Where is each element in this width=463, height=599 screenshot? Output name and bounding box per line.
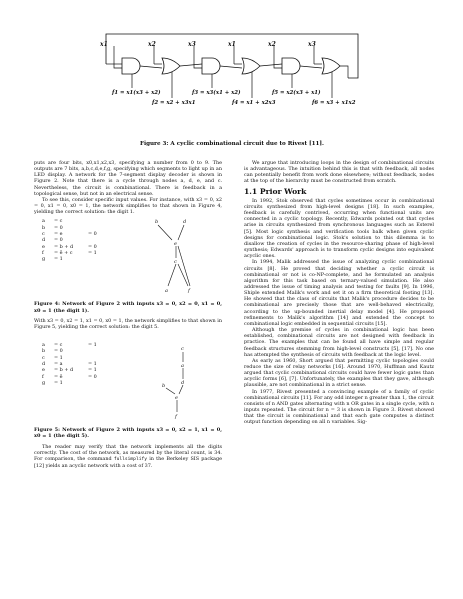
figure-3-caption: Figure 3: A cyclic combinational circuit due to Rivest [11]. bbox=[139, 141, 324, 147]
figure-3-svg bbox=[92, 28, 372, 136]
eq-lhs: c bbox=[42, 231, 45, 237]
node-d: d bbox=[183, 219, 187, 226]
eq-rhs: = a bbox=[54, 361, 63, 368]
eq-lhs: d bbox=[42, 361, 46, 368]
input-label-2: x2 bbox=[148, 41, 156, 48]
output-label-f2: f2 = x2 + x3x1 bbox=[152, 100, 196, 106]
eq-lhs: a bbox=[42, 218, 45, 225]
eq-rhs: = 0 bbox=[54, 224, 63, 231]
node-a: a bbox=[181, 363, 184, 370]
and-gate-2 bbox=[202, 58, 220, 74]
eq-value: = 1 bbox=[88, 342, 97, 349]
left-paragraph-1: puts are four bits, x0,x1,x2,x3, specifying a number from 0 to 9. The outputs are 7 bits, a,b,c,d,e,f,g, specifying which segments to light up in an LED display. A network for the 7-segment display decoder is shown in Figure 2. Note that there is a cycle through nodes a, d, e, and c. Nevertheless, the circuit is combinational. There is feedback in a topological sense, but not in an electrical sense. bbox=[34, 160, 222, 197]
input-label-6: x3 bbox=[308, 41, 316, 48]
input-label-1: x1 bbox=[100, 41, 108, 48]
eq-rhs: = b + d bbox=[54, 367, 74, 374]
right-paragraph-5: As early as 1960, Short argued that permitting cyclic topologies could reduce the size of relay networks [16]. Around 1970, Huffman and Kautz argued that cyclic combinational circuits could have fewer logic gates than acyclic forms [6], [7]. Unfortunately, the examples that they gave, although plausible, are not combinational in a strict sense. bbox=[244, 357, 434, 389]
eq-value: = 0 bbox=[88, 231, 97, 237]
node-c: c bbox=[181, 346, 184, 353]
and-gate-1 bbox=[122, 58, 140, 74]
left-paragraph-4 bbox=[34, 444, 222, 470]
eq-rhs: = ē bbox=[54, 373, 63, 380]
eq-rhs: = c bbox=[54, 218, 63, 225]
eq-lhs: e bbox=[42, 367, 45, 374]
eq-rhs: = ē + c bbox=[54, 249, 73, 256]
node-f: f bbox=[175, 414, 177, 421]
output-label-f5: f5 = x2(x3 + x1) bbox=[272, 90, 321, 96]
and-gate-3 bbox=[282, 58, 300, 74]
paragraph-4-text-b: in the Berkeley SIS package [12] yields an acyclic network with a cost of 37. bbox=[34, 455, 222, 469]
eq-value: = 1 bbox=[88, 367, 97, 374]
right-paragraph-2: In 1992, Stok observed that cycles sometimes occur in combinational circuits synthesized from high-level designs [18]. In such examples, feedback is carefully contrived, occurring when functional units are connected in a cyclic topology. Recently, Edwards pointed out that cycles arise in circuits synthesized from synchronous languages such as Esterel [5]. Most logic synthesis and verification tools balk when given cyclic designs for combinational logic. Stok's solution to this dilemma is to disallow the creation of cycles in the resource-sharing phase of high-level synthesis; Edwards' approach is to transform cyclic designs into equivalent acyclic ones. bbox=[244, 197, 434, 260]
eq-lhs: b bbox=[42, 224, 46, 231]
eq-rhs: = 1 bbox=[54, 379, 63, 386]
eq-lhs: d bbox=[42, 237, 46, 244]
left-paragraph-2: To see this, consider specific input values. For instance, with x3 = 0, x2 = 0, x1 = 0, x0 = 1, the network simplifies to that shown in Figure 4, yielding the correct solution: the digit 1. bbox=[34, 196, 222, 216]
output-label-f1: f1 = x1(x3 + x2) bbox=[112, 90, 161, 96]
right-paragraph-1: We argue that introducing loops in the design of combinational circuits is advantageous. The intuition behind this is that with feedback, all nodes can potentially benefit from work done elsewhere; without feedback, nodes at the top of the hierarchy must be constructed from scratch. bbox=[244, 160, 434, 185]
node-d: d bbox=[181, 380, 185, 387]
paragraph-4-text-a: The reader may verify that the network implements all the digits correctly. The cost of the network, as measured by the literal count, is 34. For comparison, the command bbox=[34, 443, 222, 462]
eq-rhs: = 1 bbox=[54, 354, 63, 361]
figure-5-caption: Figure 5: Network of Figure 2 with inputs x3 = 0, x2 = 1, x1 = 0, x0 = 1 (the digit 5). bbox=[34, 427, 222, 440]
section-heading-prior-work: 1.1 Prior Work bbox=[244, 186, 307, 196]
eq-lhs: e bbox=[42, 243, 45, 250]
eq-rhs: = c bbox=[54, 342, 63, 349]
eq-rhs: = 0 bbox=[54, 237, 63, 244]
node-a: a bbox=[165, 288, 168, 295]
command-name: fullsimplify bbox=[113, 456, 148, 462]
eq-rhs: = 1 bbox=[54, 256, 63, 263]
or-gate-1 bbox=[162, 58, 180, 74]
eq-lhs: c bbox=[42, 354, 45, 361]
eq-value: = 0 bbox=[88, 373, 97, 380]
eq-lhs: f bbox=[42, 249, 44, 256]
figure-4-caption: Figure 4: Network of Figure 2 with inputs x3 = 0, x2 = 0, x1 = 0, x0 = 1 (the digit 1). bbox=[34, 301, 222, 314]
figure-5-block bbox=[34, 342, 222, 424]
eq-lhs: a bbox=[42, 342, 45, 349]
node-b: b bbox=[155, 219, 159, 226]
eq-lhs: g bbox=[42, 256, 46, 263]
right-paragraph-4: Although the premise of cycles in combinational logic has been established, combinational circuits are not designed with feedback in practice. The examples that can be found all have simple and regular feedback structures stemming from high-level constructs [5], [17]. No one has attempted the synthesis of circuits with feedback at the logic level. bbox=[244, 327, 434, 358]
figure-4-block bbox=[34, 218, 222, 298]
output-label-f3: f3 = x3(x1 + x2) bbox=[192, 90, 241, 96]
right-paragraph-3: In 1994, Malik addressed the issue of analyzing cyclic combinational circuits [8]. He proved that deciding whether a cyclic circuit is combinational or not is co-NP-complete, and he formulated an analysis algorithm for this task based on ternary-valued simulation. He also addressed the issue of timing analysis and testing for faults [9]. In 1996, Shiple extended Malik's work and set it on a firm theoretical footing [13]. He showed that the class of circuits that Malik's procedure decides to be combinational are precisely those that are well-behaved electrically, according to the up-bounded inertial delay model [4]. He proposed refinements to Malik's algorithm [14] and extended the concept to combinational logic embedded in sequential circuits [15]. bbox=[244, 259, 434, 327]
left-paragraph-3: With x3 = 0, x2 = 1, x1 = 0, x0 = 1, the network simplifies to that shown in Figure 5, yielding the correct solution: the digit 5. bbox=[34, 317, 222, 330]
or-gate-3 bbox=[322, 58, 340, 74]
input-label-3: x3 bbox=[188, 41, 196, 48]
output-label-f6: f6 = x3 + x1x2 bbox=[312, 100, 356, 106]
node-e: e bbox=[174, 241, 177, 248]
eq-lhs: f bbox=[42, 373, 44, 380]
eq-lhs: b bbox=[42, 348, 46, 355]
eq-rhs: = b + d bbox=[54, 243, 74, 250]
input-label-4: x1 bbox=[228, 41, 236, 48]
eq-rhs: = e bbox=[54, 231, 63, 237]
eq-value: = 0 bbox=[88, 243, 97, 250]
figure-3-diagram bbox=[92, 28, 372, 136]
right-paragraph-6: In 1977, Rivest presented a convincing example of a family of cyclic combinational circuits [11]. For any odd integer n greater than 1, the circuit consists of n AND gates alternating with n OR gates in a single cycle, with n inputs repeated. The circuit for n = 3 is shown in Figure 3. Rivest showed that the circuit is combinational and that each gate computes a distinct output function depending on all n variables. Sig- bbox=[244, 388, 434, 426]
left-column bbox=[34, 160, 222, 469]
node-b: b bbox=[162, 383, 166, 390]
output-label-f4: f4 = x1 + x2x3 bbox=[232, 100, 276, 106]
figure-5-network bbox=[152, 342, 212, 424]
input-label-5: x2 bbox=[268, 41, 276, 48]
figure-4-network bbox=[144, 216, 214, 298]
eq-rhs: = 0 bbox=[54, 348, 63, 355]
node-e: e bbox=[175, 395, 178, 402]
node-f: f bbox=[188, 288, 190, 295]
node-c: c bbox=[174, 259, 177, 266]
eq-value: = 1 bbox=[88, 249, 97, 256]
or-gate-2 bbox=[242, 58, 260, 74]
right-column bbox=[244, 160, 434, 426]
eq-value: = 1 bbox=[88, 361, 97, 368]
eq-lhs: g bbox=[42, 379, 46, 386]
